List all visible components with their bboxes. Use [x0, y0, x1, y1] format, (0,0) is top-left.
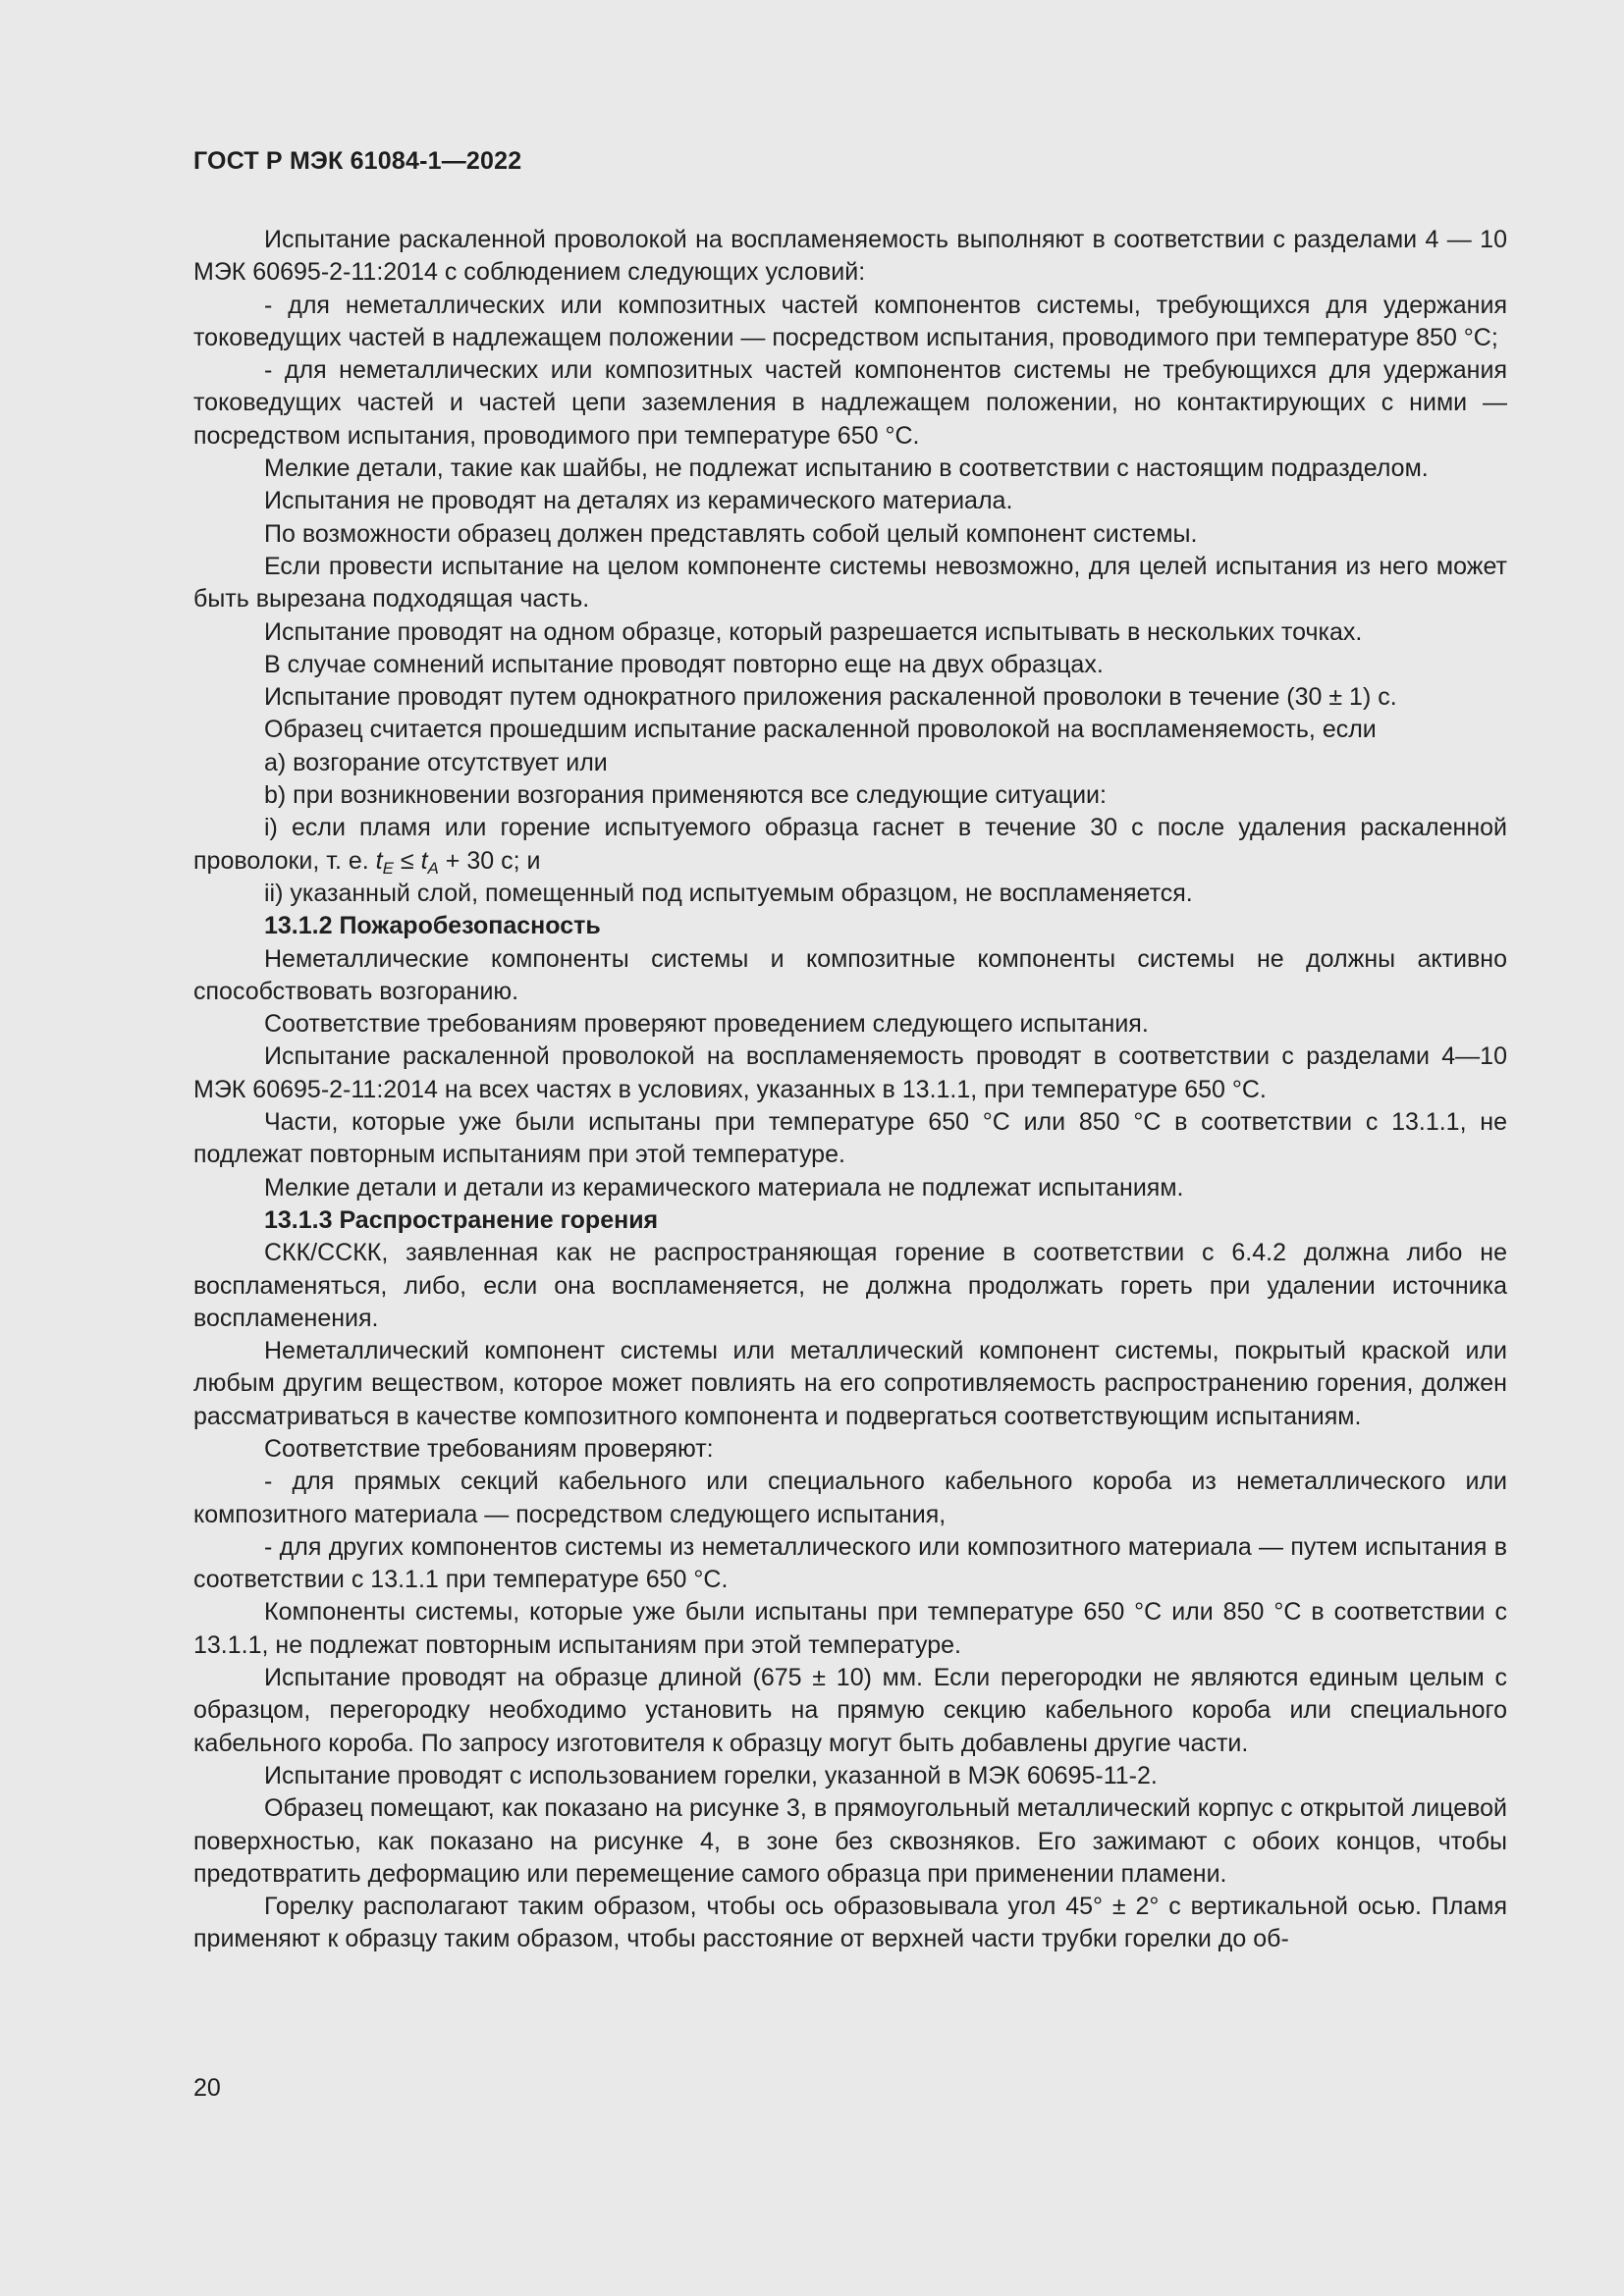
- page-body: [193, 224, 1507, 1956]
- paragraph: Испытание проводят с использованием горелки, указанной в МЭК 60695-11-2.: [264, 1761, 1158, 1789]
- paragraph: Испытание проводят на одном образце, который разрешается испытывать в нескольких точках.: [264, 617, 1363, 646]
- paragraph: Испытание раскаленной проволокой на воспламеняемость выполняют в соответствии с разделами 4 — 10 МЭК 60695-2-11:2014 с соблюдением следующих условий:: [193, 226, 1507, 287]
- paragraph: Неметаллические компоненты системы и композитные компоненты системы не должны активно способствовать возгоранию.: [193, 944, 1507, 1005]
- paragraph: Части, которые уже были испытаны при температуре 650 °С или 850 °С в соответствии с 13.1.1, не подлежат повторным испытаниям при этой температуре.: [193, 1108, 1507, 1169]
- section-heading: 13.1.3 Распространение горения: [264, 1205, 659, 1234]
- list-item-ii: ii) указанный слой, помещенный под испытуемым образцом, не воспламеняется.: [264, 879, 1193, 907]
- paragraph: В случае сомнений испытание проводят повторно еще на двух образцах.: [264, 650, 1104, 678]
- list-item-i: [193, 812, 1507, 878]
- paragraph: Испытание проводят путем однократного приложения раскаленной проволоки в течение (30 ± 1) с.: [264, 683, 1397, 712]
- paragraph: По возможности образец должен представлять собой целый компонент системы.: [264, 519, 1198, 548]
- document-header: ГОСТ Р МЭК 61084-1—2022: [193, 147, 522, 175]
- list-item: - для неметаллических или композитных частей компонентов системы, требующихся для удержания токоведущих частей в надлежащем положении — посредством испытания, проводимого при температуре 850 °С;: [193, 291, 1507, 351]
- item-i-text: i) если пламя или горение испытуемого образца гаснет в течение 30 с после удаления раскаленной проволоки, т. е.: [193, 814, 1507, 875]
- paragraph: Неметаллический компонент системы или металлический компонент системы, покрытый краской или любым другим веществом, которое может повлиять на его сопротивляемость распространению горения, должен рассматриваться в качестве композитного компонента и подвергаться соответствующим испытаниям.: [193, 1337, 1507, 1430]
- list-item: - для других компонентов системы из неметаллического или композитного материала — путем испытания в соответствии с 13.1.1 при температуре 650 °С.: [193, 1532, 1507, 1594]
- paragraph: Горелку располагают таким образом, чтобы ось образовывала угол 45° ± 2° с вертикальной осью. Пламя применяют к образцу таким образом, чтобы расстояние от верхней части трубки горелки до об-: [193, 1893, 1507, 1953]
- list-item: - для неметаллических или композитных частей компонентов системы не требующихся для удержания токоведущих частей и частей цепи заземления в надлежащем положении, но контактирующих с ними — посредством испытания, проводимого при температуре 650 °С.: [193, 356, 1507, 450]
- list-item: a) возгорание отсутствует или: [264, 748, 608, 776]
- paragraph: Испытание проводят на образце длиной (675 ± 10) мм. Если перегородки не являются единым целым с образцом, перегородку необходимо установить на прямую секцию кабельного короба или специального кабельного короба. По запросу изготовителя к образцу могут быть добавлены другие части.: [193, 1664, 1507, 1757]
- item-i-suffix: + 30 с; и: [438, 846, 541, 875]
- section-heading: 13.1.2 Пожаробезопасность: [264, 912, 601, 940]
- subscript-a: A: [427, 858, 439, 878]
- paragraph: Мелкие детали и детали из керамического материала не подлежат испытаниям.: [264, 1173, 1184, 1201]
- paragraph: Соответствие требованиям проверяют:: [264, 1434, 714, 1463]
- paragraph: Мелкие детали, такие как шайбы, не подлежат испытанию в соответствии с настоящим подразделом.: [264, 454, 1429, 483]
- paragraph: Образец помещают, как показано на рисунке 3, в прямоугольный металлический корпус с открытой лицевой поверхностью, как показано на рисунке 4, в зоне без сквозняков. Его зажимают с обоих концов, чтобы предотвратить деформацию или перемещение самого образца при применении пламени.: [193, 1794, 1507, 1888]
- list-item: b) при возникновении возгорания применяются все следующие ситуации:: [264, 781, 1107, 810]
- list-item: - для прямых секций кабельного или специального кабельного короба из неметаллического или композитного материала — посредством следующего испытания,: [193, 1468, 1507, 1528]
- paragraph: Испытание раскаленной проволокой на воспламеняемость проводят в соответствии с разделами 4—10 МЭК 60695-2-11:2014 на всех частях в условиях, указанных в 13.1.1, при температуре 650 °С.: [193, 1042, 1507, 1103]
- paragraph: Компоненты системы, которые уже были испытаны при температуре 650 °С или 850 °С в соответствии с 13.1.1, не подлежат повторным испытаниям при этой температуре.: [193, 1598, 1507, 1659]
- paragraph: СКК/ССКК, заявленная как не распространяющая горение в соответствии с 6.4.2 должна либо не воспламеняться, либо, если она воспламеняется, не должна продолжать гореть при удалении источника воспламенения.: [193, 1239, 1507, 1332]
- paragraph: Соответствие требованиям проверяют проведением следующего испытания.: [264, 1010, 1149, 1039]
- paragraph: Если провести испытание на целом компоненте системы невозможно, для целей испытания из него может быть вырезана подходящая часть.: [193, 552, 1507, 614]
- subscript-e: E: [382, 858, 394, 878]
- paragraph: Образец считается прошедшим испытание раскаленной проволокой на воспламеняемость, если: [264, 716, 1377, 744]
- t-e-variable: t: [375, 846, 383, 875]
- t-a-variable: t: [420, 846, 428, 875]
- paragraph: Испытания не проводят на деталях из керамического материала.: [264, 487, 1013, 515]
- page-number: 20: [193, 2074, 221, 2102]
- leq-sign: ≤: [393, 846, 421, 875]
